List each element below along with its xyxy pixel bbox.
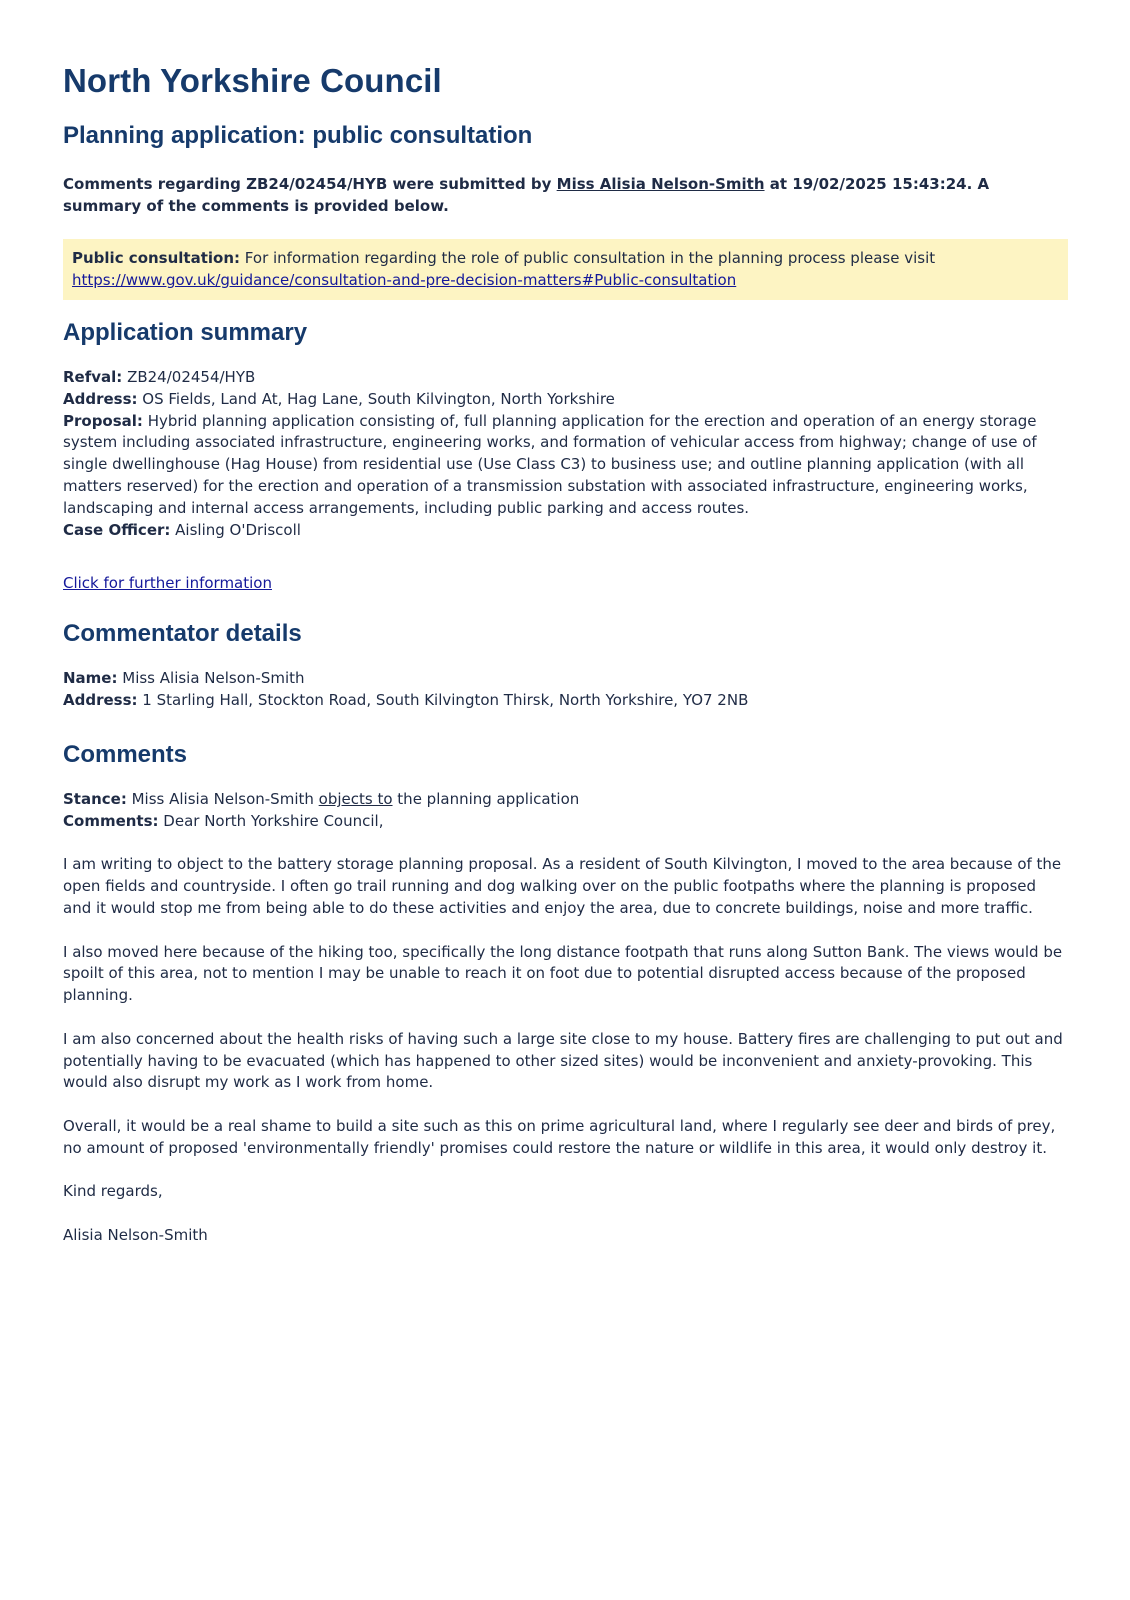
intro-prefix: Comments regarding ZB24/02454/HYB were submitted by	[63, 175, 557, 193]
comment-paragraph: I am also concerned about the health risks of having such a large site close to my house. Battery fires are challenging to put out and potentially having to be evacuated (which has happened to other sized sites) would be inconvenient and anxiety-provoking. This would also disrupt my work as I work from home.	[63, 1029, 1063, 1092]
case-officer-label: Case Officer:	[63, 520, 171, 539]
commentator-details-heading: Commentator details	[63, 620, 302, 647]
commentator-address-line	[63, 690, 1068, 712]
council-name: North Yorkshire Council	[63, 62, 442, 99]
application-summary-heading: Application summary	[63, 319, 308, 346]
commentator-name-line	[63, 668, 1068, 690]
case-officer-line	[63, 520, 1068, 542]
comment-paragraph: I also moved here because of the hiking too, specifically the long distance footpath that runs along Sutton Bank. The views would be spoilt of this area, not to mention I may be unable to reach it on foot due to potential disrupted access because of the proposed planning.	[63, 942, 1063, 1005]
proposal-value: Hybrid planning application consisting of, full planning application for the erection and operation of an energy storage system including associated infrastructure, engineering works, and formation of vehicular access from highway; change of use of single dwellinghouse (Hag House) from residential use (Use Class C3) to business use; and outline planning application (with all matters reserved) for the erection and operation of a transmission substation with associated infrastructure, engineering works, landscaping and internal access arrangements, including public parking and access routes.	[63, 411, 1037, 517]
comments-body	[63, 789, 1068, 1247]
proposal-line	[63, 411, 1068, 520]
commentator-address-value: 1 Starling Hall, Stockton Road, South Kilvington Thirsk, North Yorkshire, YO7 2NB	[137, 690, 749, 709]
case-officer-value: Aisling O'Driscoll	[170, 520, 301, 539]
commentator-address-label: Address:	[63, 690, 138, 709]
notice-label: Public consultation:	[72, 249, 241, 267]
application-summary-details	[63, 367, 1068, 541]
address-line	[63, 389, 1068, 411]
commentator-details	[63, 668, 1068, 712]
address-label: Address:	[63, 389, 138, 408]
proposal-label: Proposal:	[63, 411, 143, 430]
comment-paragraph: Overall, it would be a real shame to build a site such as this on prime agricultural land, where I regularly see deer and birds of prey, no amount of proposed 'environmentally friendly' promises could restore the nature or wildlife in this area, it would only destroy it.	[63, 1116, 1056, 1157]
refval-line	[63, 367, 1068, 389]
commentator-name-value: Miss Alisia Nelson-Smith	[117, 669, 305, 687]
comment-signature: Alisia Nelson-Smith	[63, 1225, 208, 1244]
notice-text: For information regarding the role of public consultation in the planning process please visit	[240, 249, 936, 267]
page-title: Planning application: public consultation	[63, 122, 533, 149]
consultation-guidance-link[interactable]: https://www.gov.uk/guidance/consultation-and-pre-decision-matters#Public-consultation	[72, 271, 737, 289]
submitter-name-link[interactable]: Miss Alisia Nelson-Smith	[556, 175, 765, 193]
further-information-link[interactable]: Click for further information	[63, 574, 272, 592]
comment-sign-off: Kind regards,	[63, 1182, 163, 1201]
further-info-paragraph	[63, 573, 1068, 595]
intro-text	[63, 173, 1068, 217]
stance-suffix: the planning application	[392, 790, 580, 808]
stance-label: Stance:	[63, 790, 127, 808]
address-value: OS Fields, Land At, Hag Lane, South Kilvington, North Yorkshire	[137, 389, 615, 408]
public-consultation-notice	[63, 239, 1068, 300]
stance-prefix: Miss Alisia Nelson-Smith	[126, 790, 319, 808]
stance-verb: objects to	[318, 790, 393, 808]
comment-paragraph: I am writing to object to the battery storage planning proposal. As a resident of South Kilvington, I moved to the area because of the open fields and countryside. I often go trail running and dog walking over on the public footpaths where the planning is proposed and it would stop me from being able to do these activities and enjoy the area, due to concrete buildings, noise and more traffic.	[63, 855, 1062, 917]
comments-salutation: Dear North Yorkshire Council,	[158, 811, 384, 830]
intro-suffix: at 19/02/2025 15:43:24. A summary of the comments is provided below.	[63, 175, 990, 215]
comments-heading: Comments	[63, 741, 188, 768]
comments-salutation-line	[63, 811, 1068, 833]
refval-value: ZB24/02454/HYB	[122, 368, 256, 386]
refval-label: Refval:	[63, 368, 123, 386]
stance-line	[63, 789, 1068, 811]
commentator-name-label: Name:	[63, 669, 118, 687]
comments-label: Comments:	[63, 811, 159, 830]
